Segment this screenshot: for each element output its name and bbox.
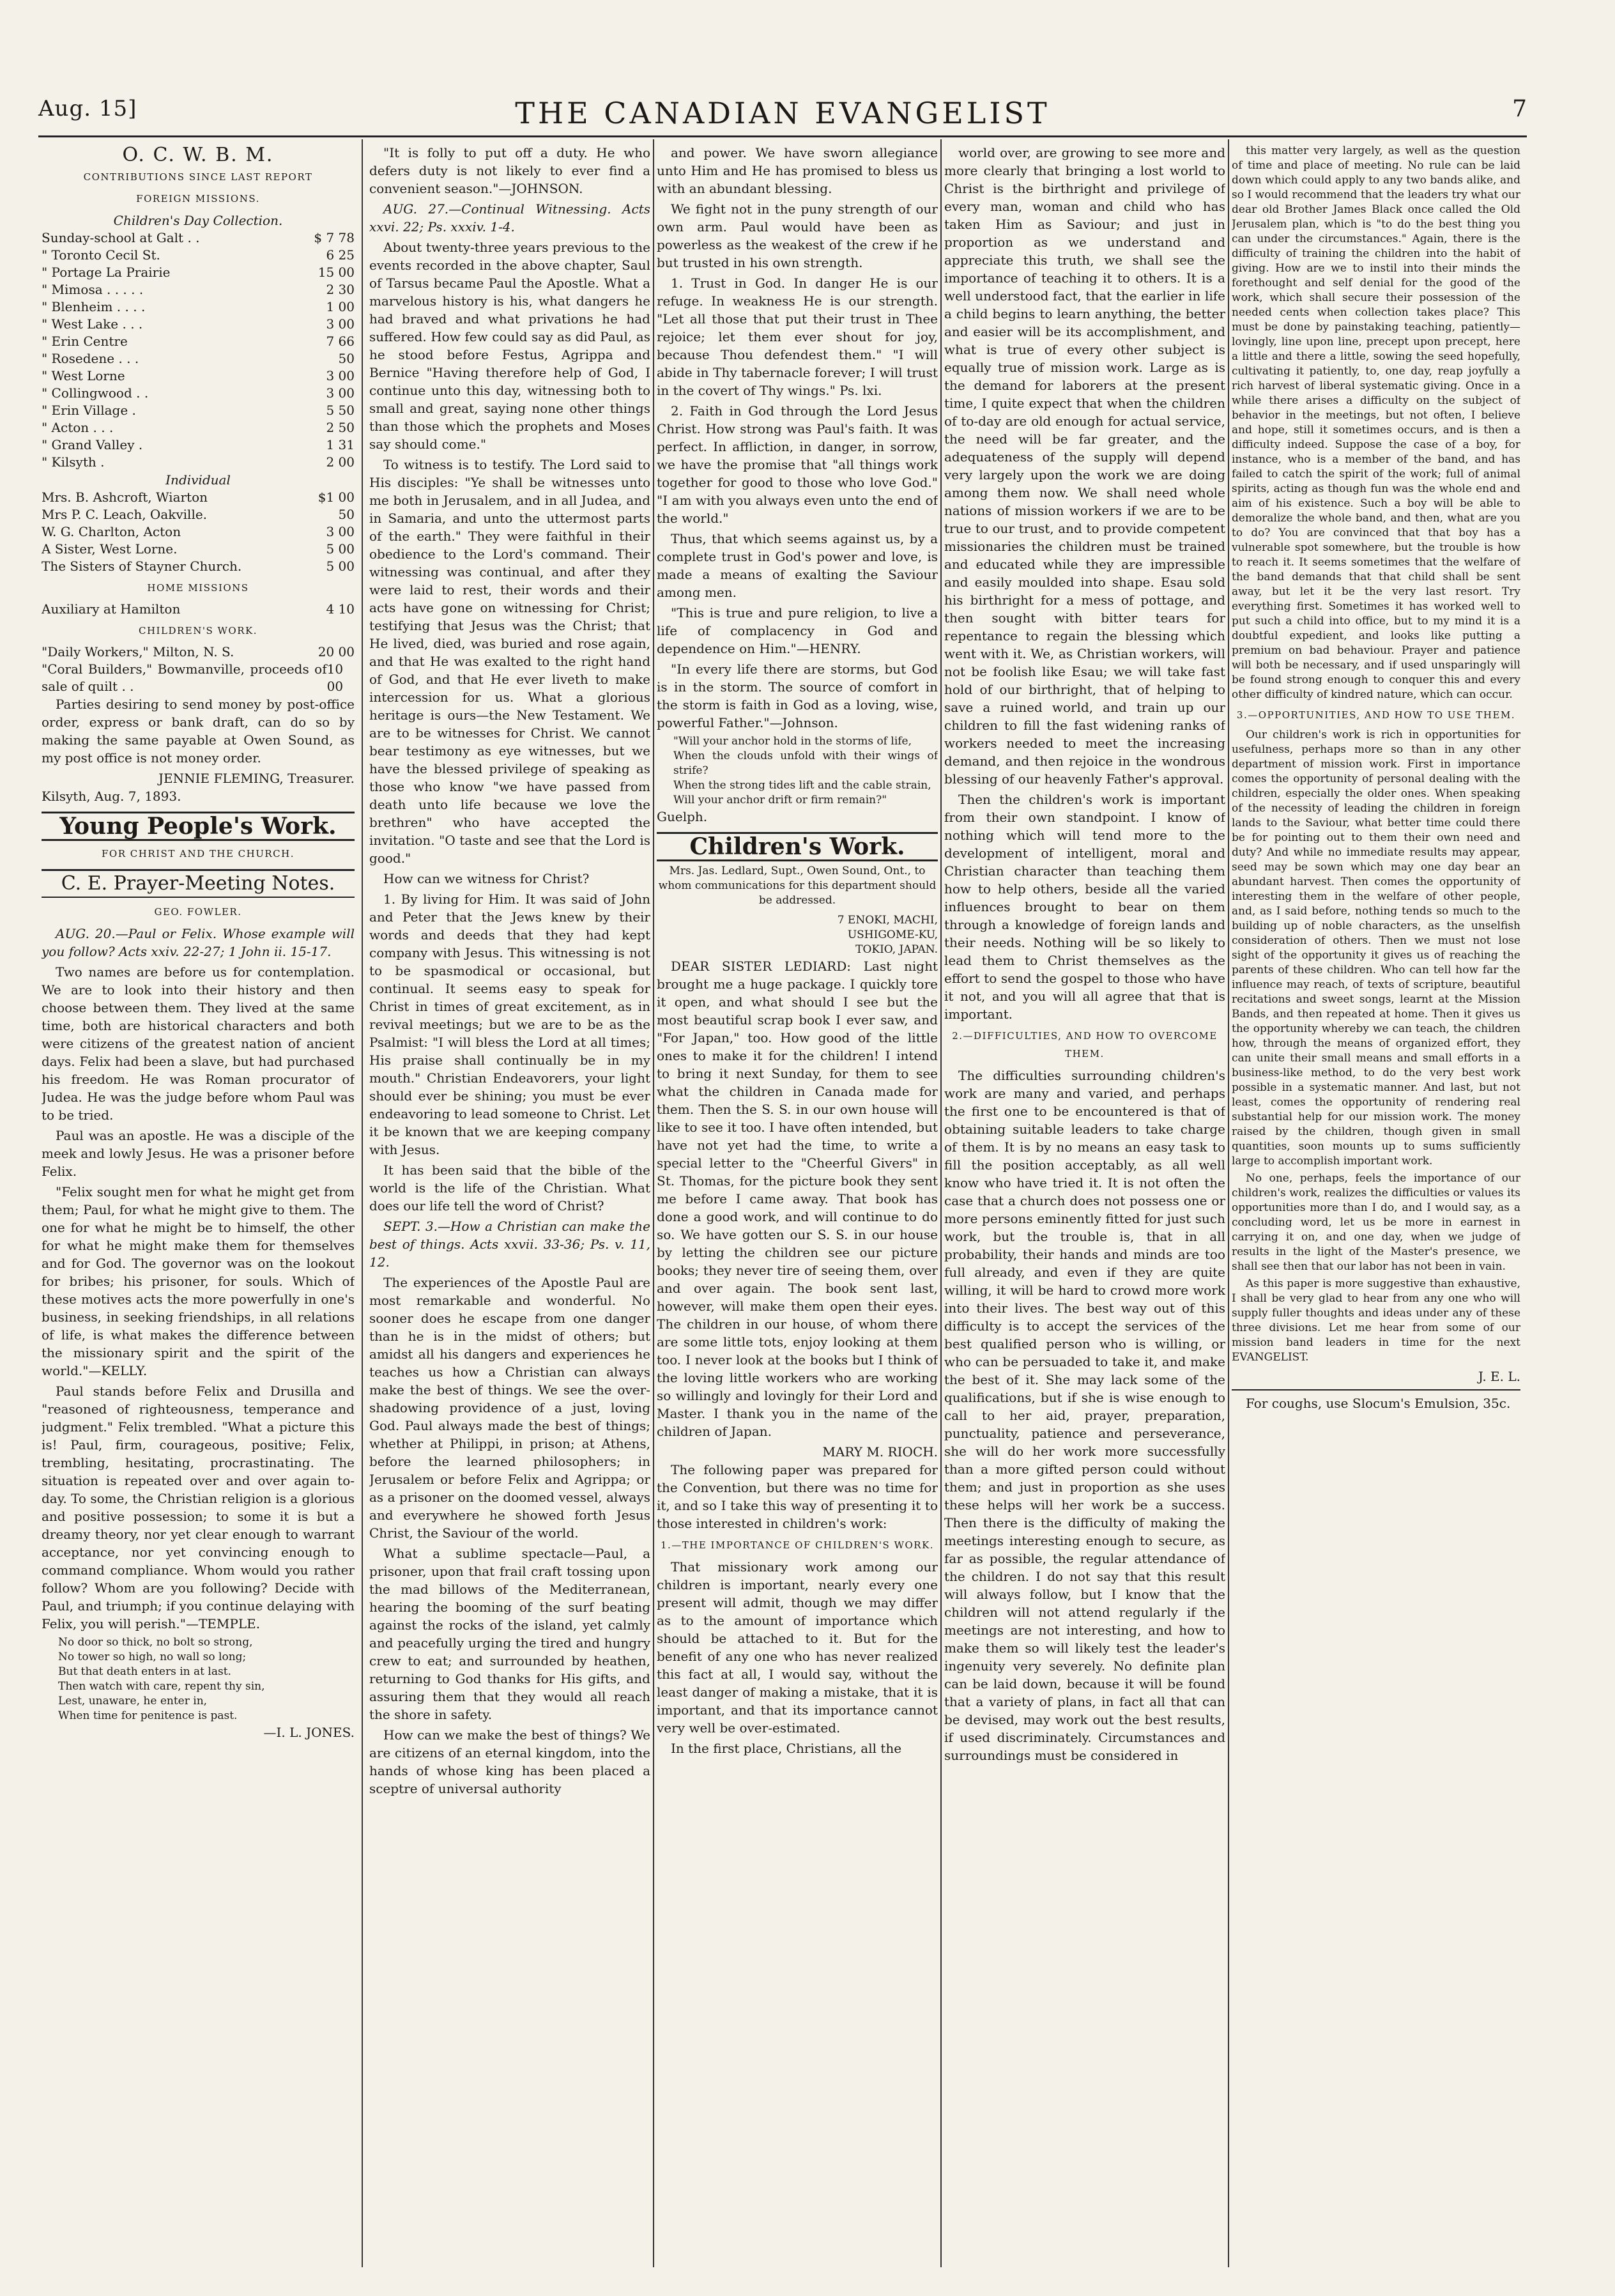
ledger-row: [42, 506, 355, 523]
ledger-row: [42, 333, 355, 350]
ledger-label: " Rosedene . . .: [42, 351, 139, 366]
ledger-label: " Blenheim . . . .: [42, 299, 146, 314]
lesson-heading: SEPT. 3.—How a Christian can make the best of things. Acts xxvii. 33-36; Ps. v. 11, 12.: [369, 1219, 650, 1270]
individual-heading: Individual: [165, 472, 231, 488]
ledger-label: Sunday-school at Galt . .: [42, 230, 200, 245]
ledger-label: " Mimosa . . . . .: [42, 282, 144, 297]
ledger-amount: 7 66: [326, 334, 355, 349]
ledger-row: [42, 316, 355, 333]
ledger-amount: 10 00: [326, 661, 344, 694]
ledger-row: [42, 454, 355, 471]
article-body: [369, 144, 650, 197]
ledger-label: A Sister, West Lorne.: [42, 541, 178, 557]
paragraph: Our children's work is rich in opportunities for usefulness, perhaps more so than in any other department of mission work. First in importance comes the opportunity of personal dealing with the children, especially the older ones. When speaking of the necessity of leading the children in foreign lands to the Saviour, what better time could there be for pointing out to them their own need and duty? And while no immediate results may appear, seed may be sown which may one day bear an abundant harvest. Then comes the opportunity of interesting them in the welfare of other people, and, as I said before, nothing tends so much to the building up of noble characters, as the unselfish consideration of others. Then we must not lose sight of the opportunity it gives us of reaching the parents of these children. Who can tell how far the influence may reach, of texts of scripture, beautiful recitations and sweet songs, learnt at the Mission Bands, and then repeated at home. Then it gives us the opportunity whereby we can teach, the children how, through the means of organized effort, they can unite their small means and small efforts in a business-like method, to do the very best work possible in a systematic manner. And last, but not least, comes the opportunity of rendering real substantial help for our mission work. The money raised by the children, though given in small quantities, soon mounts up to sums sufficiently large to accomplish important work.: [1232, 728, 1520, 1167]
ledger-amount: 2 50: [326, 420, 355, 435]
poem-line: No tower so high, no wall so long;: [58, 1651, 247, 1663]
ledger-row: [42, 367, 355, 385]
ledger-row: [42, 661, 355, 695]
ledger-label: Auxiliary at Hamilton: [42, 601, 181, 617]
paragraph: "This is true and pure religion, to live a life of complacency in God and dependence on Him."—HENRY.: [657, 605, 938, 656]
poem-line: When time for penitence is past.: [58, 1709, 238, 1722]
ledger-label: "Coral Builders," Bowmanville, proceeds of sale of quilt . .: [42, 661, 327, 694]
childrens-work-heading: CHILDREN'S WORK.: [139, 625, 257, 636]
childrens-work-heading: Children's Work.: [657, 832, 938, 861]
ledger-row: [42, 350, 355, 367]
ledger-row: [42, 264, 355, 281]
society-heading: O. C. W. B. M.: [122, 144, 274, 166]
paragraph: Paul stands before Felix and Drusilla and "reasoned of righteousness, temperance and judgment." Felix trembled. "What a picture this is! Paul, firm, courageous, positive; Felix, trembling, hesitating, procrastinating. The situation is repeated over and over again to-day. To some, the Christian religion is a glorious and positive possession; to some it is but a dreamy theory, nor yet clear enough to warrant acceptance, nor yet convincing enough to command compliance. Whom would you rather follow? Whom are you following? Decide with Paul, and triumph; if you continue delaying with Felix, you will perish."—TEMPLE.: [42, 1383, 355, 1631]
paragraph: To witness is to testify. The Lord said to His disciples: "Ye shall be witnesses unto me both in Jerusalem, and in all Judea, and in Samaria, and unto the uttermost parts of the earth." They were faithful in their obedience to the Lord's command. Their witnessing was continual, and after they were laid to rest, their words and their acts have gone on witnessing for Christ; testifying that Jesus was the Christ; that He lived, died, was buried and rose again, and that He was exalted to the right hand of God, and that He ever liveth to make intercession for us. What a glorious heritage is ours—the New Testament. We are to be witnesses for Christ. We cannot bear testimony as eye witnesses, but we have the blessed privilege of speaking as those who know "we have passed from death unto life because we love the brethren" who have accepted the invitation. "O taste and see that the Lord is good.": [369, 457, 650, 866]
ledger-label: W. G. Charlton, Acton: [42, 524, 181, 539]
paragraph: Paul was an apostle. He was a disciple of the meek and lowly Jesus. He was a prisoner before Felix.: [42, 1128, 355, 1179]
ledger-row: [42, 229, 355, 247]
letter-address: [657, 913, 938, 957]
paragraph: 1. Trust in God. In danger He is our refuge. In weakness He is our strength. "Let all those that put their trust in Thee rejoice; let them ever shout for joy, because Thou defendest them." "I will abide in Thy tabernacle forever; I will trust in the covert of Thy wings." Ps. lxi.: [657, 275, 938, 398]
poem-line: When the clouds unfold with their wings of strife?: [673, 750, 938, 777]
remittance-notice: Parties desiring to send money by post-office order, express or bank draft, can do so by making the same payable at Owen Sound, as my post office is not money order.: [42, 697, 355, 766]
article-body: [369, 1274, 650, 1798]
ledger-label: "Daily Workers," Milton, N. S.: [42, 644, 234, 659]
paragraph: "It is folly to put off a duty. He who defers duty is not likely to ever find a convenient season."—JOHNSON.: [369, 145, 650, 196]
poem-line: No door so thick, no bolt so strong,: [58, 1636, 253, 1649]
ledger-amount: 2 00: [326, 454, 355, 470]
ledger-amount: 3 00: [326, 385, 355, 401]
ledger-row: [42, 402, 355, 419]
contributions-list: [42, 229, 355, 471]
paragraph: The following paper was prepared for the Convention, but there was no time for it, and so I take this way of presenting it to those interested in children's work:: [657, 1462, 938, 1531]
poem-line: Will your anchor drift or firm remain?": [673, 794, 887, 806]
page-number: 7: [1512, 96, 1527, 122]
article-body: [657, 1558, 938, 1757]
poem-line: When the strong tides lift and the cable strain,: [673, 779, 931, 792]
ledger-label: " Toronto Cecil St.: [42, 247, 160, 263]
paragraph: About twenty-three years previous to the events recorded in the above chapter, Saul of Tarsus became Paul the Apostle. What a marvelous history is his, what dangers he had braved and what privations he had suffered. How few could say as did Paul, as he stood before Festus, Agrippa and Bernice "Having therefore help of God, I continue unto this day, witnessing both to small and great, saying none other things than those which the prophets and Moses say should come.": [369, 240, 650, 452]
article-body: [944, 1067, 1225, 1764]
poem-line: Then watch with care, repent thy sin,: [58, 1680, 265, 1693]
poem-line: But that death enters in at last.: [58, 1665, 231, 1678]
ledger-amount: $1 00: [318, 489, 355, 505]
ledger-amount: 3 00: [326, 316, 355, 332]
ledger-amount: 5 00: [326, 541, 355, 557]
home-missions-heading: HOME MISSIONS: [147, 582, 249, 594]
paragraph: As this paper is more suggestive than exhaustive, I shall be very glad to hear from any one who will supply fuller thoughts and ideas under any of these three divisions. Let me hear from some of our mission band leaders in time for the next EVANGELIST.: [1232, 1277, 1520, 1364]
paragraph: It has been said that the bible of the world is the life of the Christian. What does our life tell the word of Christ?: [369, 1162, 650, 1213]
foreign-missions-heading: FOREIGN MISSIONS.: [136, 193, 260, 204]
ledger-label: " Grand Valley .: [42, 437, 143, 452]
ledger-amount: 4 10: [326, 601, 355, 617]
ledger-amount: 15 00: [318, 265, 355, 280]
paragraph: The difficulties surrounding children's work are many and varied, and perhaps the first one to be encountered is that of obtaining suitable leaders to take charge of them. It is by no means an easy task to fill the position acceptably, as all well know who have tried it. It is not often the case that a church does not possess one or more persons eminently fitted for just such work, but the trouble is, that in all probability, their hands and minds are too full already, and even if they are quite willing, it will be hard to crowd more work into their lives. The best way out of this difficulty is to accept the services of the best qualified person who is willing, or who can be persuaded to take it, and make the best of it. She may lack some of the qualifications, but if she is wise enough to call to her aid, prayer, preparation, punctuality, patience and perseverance, she will do her work more successfully than a more gifted person could without them; and just in proportion as she uses these helps will her work be a success. Then there is the difficulty of making the meetings interesting enough to secure, as far as possible, the regular attendance of the children. I do not say that this result will always follow, but I know that the children will not attend regularly if the meetings are not interesting, and how to make them so will likely test the leader's ingenuity very severely. No definite plan can be laid down, because it will be found that a variety of plans, in fact all that can be devised, may work out the best results, if used discriminately. Circumstances and surroundings must be considered in: [944, 1068, 1225, 1763]
ledger-amount: 5 50: [326, 403, 355, 418]
ledger-label: " Collingwood . .: [42, 385, 149, 401]
childrens-work-list: [42, 643, 355, 695]
section-heading: 3.—OPPORTUNITIES, AND HOW TO USE THEM.: [1236, 709, 1516, 721]
paragraph: How can we witness for Christ?: [383, 871, 590, 886]
ledger-label: " Portage La Prairie: [42, 265, 171, 280]
article-body: [42, 963, 355, 1633]
article-body: [1232, 144, 1520, 702]
ledger-label: Mrs P. C. Leach, Oakville.: [42, 507, 208, 522]
treasurer-signature: JENNIE FLEMING, Treasurer.: [158, 771, 355, 786]
ledger-row: [42, 298, 355, 316]
ledger-label: The Sisters of Stayner Church.: [42, 559, 242, 574]
paragraph: That missionary work among our children is important, nearly every one present will admit, though we may differ as to the amount of importance which should be attached to it. But for the benefit of any one who has never realized this fact at all, I would say, without the least danger of making a mistake, that it is important, and that its importance cannot very well be over-estimated.: [657, 1559, 938, 1736]
advertisement: For coughs, use Slocum's Emulsion, 35c.: [1246, 1396, 1511, 1411]
paragraph: In the first place, Christians, all the: [671, 1741, 902, 1756]
ledger-label: " Erin Centre: [42, 334, 128, 349]
column-1: [42, 144, 355, 2265]
section-heading: 1.—THE IMPORTANCE OF CHILDREN'S WORK.: [660, 1539, 935, 1551]
poem-line: USHIGOME-KU,: [847, 928, 938, 941]
poem-place: Guelph.: [657, 809, 708, 824]
ledger-row: [42, 436, 355, 454]
column-divider: [1228, 139, 1229, 2267]
paragraph: Thus, that which seems against us, by a complete trust in God's power and love, is made a means of exalting the Saviour among men.: [657, 531, 938, 600]
ledger-label: " West Lake . . .: [42, 316, 143, 332]
ledger-row: [42, 558, 355, 575]
paragraph: We fight not in the puny strength of our own arm. Paul would have been as powerless as the weakest of the crew if he but trusted in his own strength.: [657, 201, 938, 270]
article-body: [1232, 728, 1520, 1365]
ledger-row: [42, 541, 355, 558]
ledger-label: " West Lorne: [42, 368, 125, 383]
ledger-amount: 6 25: [326, 247, 355, 263]
column-divider: [940, 139, 942, 2267]
article-body: [369, 238, 650, 1215]
article-body: [657, 144, 938, 732]
home-list: [42, 601, 355, 618]
paragraph: The experiences of the Apostle Paul are most remarkable and wonderful. No sooner does he escape from one danger than he is in the midst of others; but amidst all his dangers and experiences he teaches us how a Christian can always make the best of things. We see the over-shadowing providence of a just, loving God. Paul always made the best of things; whether at Philippi, in prison; at Athens, before the learned philosophers; in Jerusalem or before Felix and Agrippa; or as a prisoner on the doomed vessel, always and everywhere he showed forth Jesus Christ, the Saviour of the world.: [369, 1275, 650, 1541]
paragraph: "In every life there are storms, but God is in the storm. The source of comfort in the storm is faith in God as a loving, wise, powerful Father."—Johnson.: [657, 661, 938, 730]
article-body: [657, 1461, 938, 1532]
department-note: Mrs. Jas. Ledlard, Supt., Owen Sound, Ont., to whom communications for this department should be addressed.: [658, 865, 937, 907]
ledger-row: [42, 385, 355, 402]
paragraph: and power. We have sworn allegiance unto Him and He has promised to bless us with an abundant blessing.: [657, 145, 938, 196]
paragraph: 1. By living for Him. It was said of John and Peter that the Jews knew by their words and deeds that they had kept company with Jesus. This witnessing is not to be spasmodical or occasional, but continual. It seems easy to speak for Christ in times of great excitement, as in revival meetings; but we are to be as the Psalmist: "I will bless the Lord at all times; His praise shall continually be in my mouth." Christian Endeavorers, your light should ever be shining; you must be ever endeavoring to lead someone to Christ. Let it be known that we are keeping company with Jesus.: [369, 891, 650, 1157]
poem-line: 7 ENOKI, MACHI,: [837, 914, 938, 927]
ledger-label: Mrs. B. Ashcroft, Wiarton: [42, 489, 208, 505]
ledger-row: [42, 247, 355, 264]
author-byline: GEO. FOWLER.: [154, 906, 242, 918]
ledger-amount: 50: [338, 351, 355, 366]
ledger-amount: 1 31: [326, 437, 355, 452]
dateline: Kilsyth, Aug. 7, 1893.: [42, 789, 181, 804]
poem-line: Lest, unaware, he enter in,: [58, 1695, 208, 1707]
ledger-label: " Kilsyth .: [42, 454, 105, 470]
poem-author: —I. L. JONES.: [263, 1725, 355, 1740]
page-header: [38, 96, 1527, 134]
ledger-amount: 1 00: [326, 299, 355, 314]
contributions-heading: CONTRIBUTIONS SINCE LAST REPORT: [83, 171, 313, 183]
letter-body: [657, 957, 938, 1440]
paragraph: Two names are before us for contemplation. We are to look into their history and then choose between them. They lived at the same time, both are historical characters and both were citizens of the greatest nation of ancient days. Felix had been a slave, but had purchased his freedom. He was Roman procurator of Judea. He was the judge before whom Paul was to be tried.: [42, 964, 355, 1123]
issue-date: Aug. 15]: [38, 96, 137, 121]
poem: [42, 1635, 355, 1723]
paragraph: DEAR SISTER LEDIARD: Last night brought me a huge package. I quickly tore it open, and what should I see but the most beautiful scrap book I ever saw, and "For Japan," too. How good of the little ones to make it for the children! I intend to bring it next Sunday, for them to see what the children in Canada made for them. Then the S. S. in our own house will like to see it too. I have often intended, but have not yet had the time, to write a special letter to the "Cheerful Givers" in St. Thomas, for the picture book they sent me before I came away. That book has done a good work, and will continue to do so. We have gotten our S. S. in our house by letting the children see our picture books; they never tire of seeing them, over and over again. The book sent last, however, will make them open their eyes. The children in our house, of whom there are some little tots, enjoy looking at them too. I never look at the books but I think of the loving little workers who are working so willingly and lovingly for their Lord and Master. I thank you in the name of the children of Japan.: [657, 959, 938, 1439]
ledger-label: " Erin Village .: [42, 403, 136, 418]
ledger-row: [42, 489, 355, 506]
ledger-amount: 5 00: [326, 559, 355, 574]
ledger-amount: 50: [338, 507, 355, 522]
poem-line: TOKIO, JAPAN.: [855, 943, 938, 956]
letter-signature: MARY M. RIOCH.: [822, 1444, 938, 1460]
ledger-amount: 2 30: [326, 282, 355, 297]
ledger-row: [42, 523, 355, 541]
young-peoples-subtitle: FOR CHRIST AND THE CHURCH.: [102, 848, 295, 859]
paragraph: this matter very largely, as well as the question of time and place of meeting. No rule can be laid down which could apply to any two bands alike, and so I would recommend that the leaders try what our dear old Brother James Black once called the Old Jerusalem plan, which is "to do the best thing you can under the circumstances." Again, there is the difficulty of training the children into the habit of giving. How are we to instil into their minds the forethought and self denial for the good of the work, which shall secure their possession of the needed cents when collection takes place? This must be done by painstaking teaching, patiently—lovingly, line upon line, precept upon precept, here a little and there a little, sowing the seed hopefully, cultivating it patiently, to, one day, reap joyfully a rich harvest of liberal systematic giving. Once in a while there arises a difficulty on the subject of behavior in the meetings, but not often, I believe and hope, still it sometimes occurs, and is then a difficulty indeed. Suppose the case of a boy, for instance, who is a member of the band, and has failed to catch the spirit of the work; full of animal spirits, acting as though fun was the whole end and aim of his existence. Such a boy will be able to demoralize the whole band, and then, what are you to do? You are convinced that that boy has a vulnerable spot somewhere, but the trouble is how to reach it. It seems sometimes that the welfare of the band demands that that child shall be sent away, but let it be the very last resort. Try everything first. Sometimes it has worked well to put such a child into office, but to my mind it is a doubtful expedient, and looks like putting a premium on bad behaviour. Prayer and patience will both be necessary, and if used unsparingly will be found strong enough to conquer this and every other difficulty of kindred nature, which can occur.: [1232, 144, 1520, 701]
ledger-row: [42, 281, 355, 298]
column-2: [369, 144, 650, 2265]
ledger-amount: 3 00: [326, 524, 355, 539]
column-4: [944, 144, 1225, 2265]
article-body: [944, 144, 1225, 1023]
paragraph: "Felix sought men for what he might get from them; Paul, for what he might give to them. The one for what he might be to himself, the other for what he might make them for themselves and for God. The governor was on the lookout for bribes; his prisoner, for souls. Which of these motives acts the more powerfully in one's business, in seeking friendships, in all relations of life, is what makes the difference between the missionary spirit and the spirit of the world."—KELLY.: [42, 1184, 355, 1378]
ledger-row: [42, 643, 355, 661]
childrens-day-heading: Children's Day Collection.: [113, 213, 283, 228]
column-divider: [362, 139, 363, 2267]
individual-list: [42, 489, 355, 575]
ce-notes-heading: C. E. Prayer-Meeting Notes.: [42, 869, 355, 898]
paragraph: How can we make the best of things? We are citizens of an eternal kingdom, into the hands of whose king has been placed a sceptre of universal authority: [369, 1727, 650, 1796]
section-heading: 2.—DIFFICULTIES, AND HOW TO OVERCOME THEM.: [952, 1030, 1218, 1059]
paragraph: No one, perhaps, feels the importance of our children's work, realizes the difficulties or values its opportunities more than I do, and I would say, as a concluding word, let us be more in earnest in carrying it on, and one day, when we judge of results in the light of the Master's presence, we shall see then that our labor has not been in vain.: [1232, 1172, 1520, 1273]
paragraph: Then the children's work is important from their own standpoint. I know of nothing which will tend more to the development of intelligent, moral and Christian character than teaching them how to help others, beside all the varied influences brought to bear on them through a knowledge of foreign lands and their needs. Nothing will be so likely to lead them to Christ themselves as the effort to send the gospel to those who have it not, and you will all agree that that is important.: [944, 792, 1225, 1022]
ledger-label: " Acton . . .: [42, 420, 114, 435]
paragraph: What a sublime spectacle—Paul, a prisoner, upon that frail craft tossing upon the mad billows of the Mediterranean, hearing the booming of the surf beating against the rocks of the island, yet calmly and peacefully urging the tired and hungry crew to eat; and surrounded by heathen, returning to God thanks for His gifts, and assuring them that they would all reach the shore in safety.: [369, 1546, 650, 1722]
paragraph: world over, are growing to see more and more clearly that bringing a lost world to Christ is the birthright and privilege of every man, woman and child who has taken Him as Saviour; and just in proportion as we understand and appreciate this truth, we shall see the importance of teaching it to others. It is a well understood fact, that the earlier in life a child begins to learn anything, the better and easier will be its accomplishment, and what is true of every other subject is equally true of mission work. Large as is the demand for laborers at the present time, I quite expect that when the children of to-day are old enough for actual service, the need will be far greater, and the adequateness of the supply will depend very largely upon the work we are doing among them now. We shall need whole nations of mission workers if we are to be true to our trust, and to provide competent missionaries the children must be trained and educated while they are impressible and easily moulded into shape. Esau sold his birthright for a mess of pottage, and then sought with bitter tears for repentance to regain the blessing which went with it. We, as Christian workers, will not be foolish like Esau; we will take fast hold of our birthright, that of helping to save a ruined world, and train up our children to fill the fast widening ranks of workers needed to meet the increasing demand, and then rejoice in the wondrous blessing of our heavenly Father's approval.: [944, 145, 1225, 787]
paragraph: 2. Faith in God through the Lord Jesus Christ. How strong was Paul's faith. It was perfect. In affliction, in danger, in sorrow, we have the promise that "all things work together for good to those who love God." "I am with you always even unto the end of the world.": [657, 403, 938, 526]
poem: [657, 734, 938, 808]
ledger-amount: 3 00: [326, 368, 355, 383]
ledger-amount: 20 00: [318, 644, 355, 659]
ledger-row: [42, 601, 355, 618]
header-rule: [38, 135, 1527, 137]
lesson-heading: AUG. 27.—Continual Witnessing. Acts xxvi. 22; Ps. xxxiv. 1-4.: [369, 201, 650, 235]
masthead-title: THE CANADIAN EVANGELIST: [515, 96, 1050, 130]
ledger-amount: $ 7 78: [314, 230, 355, 245]
ledger-row: [42, 419, 355, 436]
column-3: [657, 144, 938, 2265]
young-peoples-work-heading: Young People's Work.: [42, 812, 355, 841]
column-divider: [653, 139, 654, 2267]
column-5: [1232, 144, 1520, 2265]
article-initials: J. E. L.: [1478, 1369, 1520, 1384]
poem-line: "Will your anchor hold in the storms of life,: [673, 735, 912, 748]
lesson-heading: AUG. 20.—Paul or Felix. Whose example will you follow? Acts xxiv. 22-27; 1 John ii. 15-17.: [42, 926, 355, 959]
